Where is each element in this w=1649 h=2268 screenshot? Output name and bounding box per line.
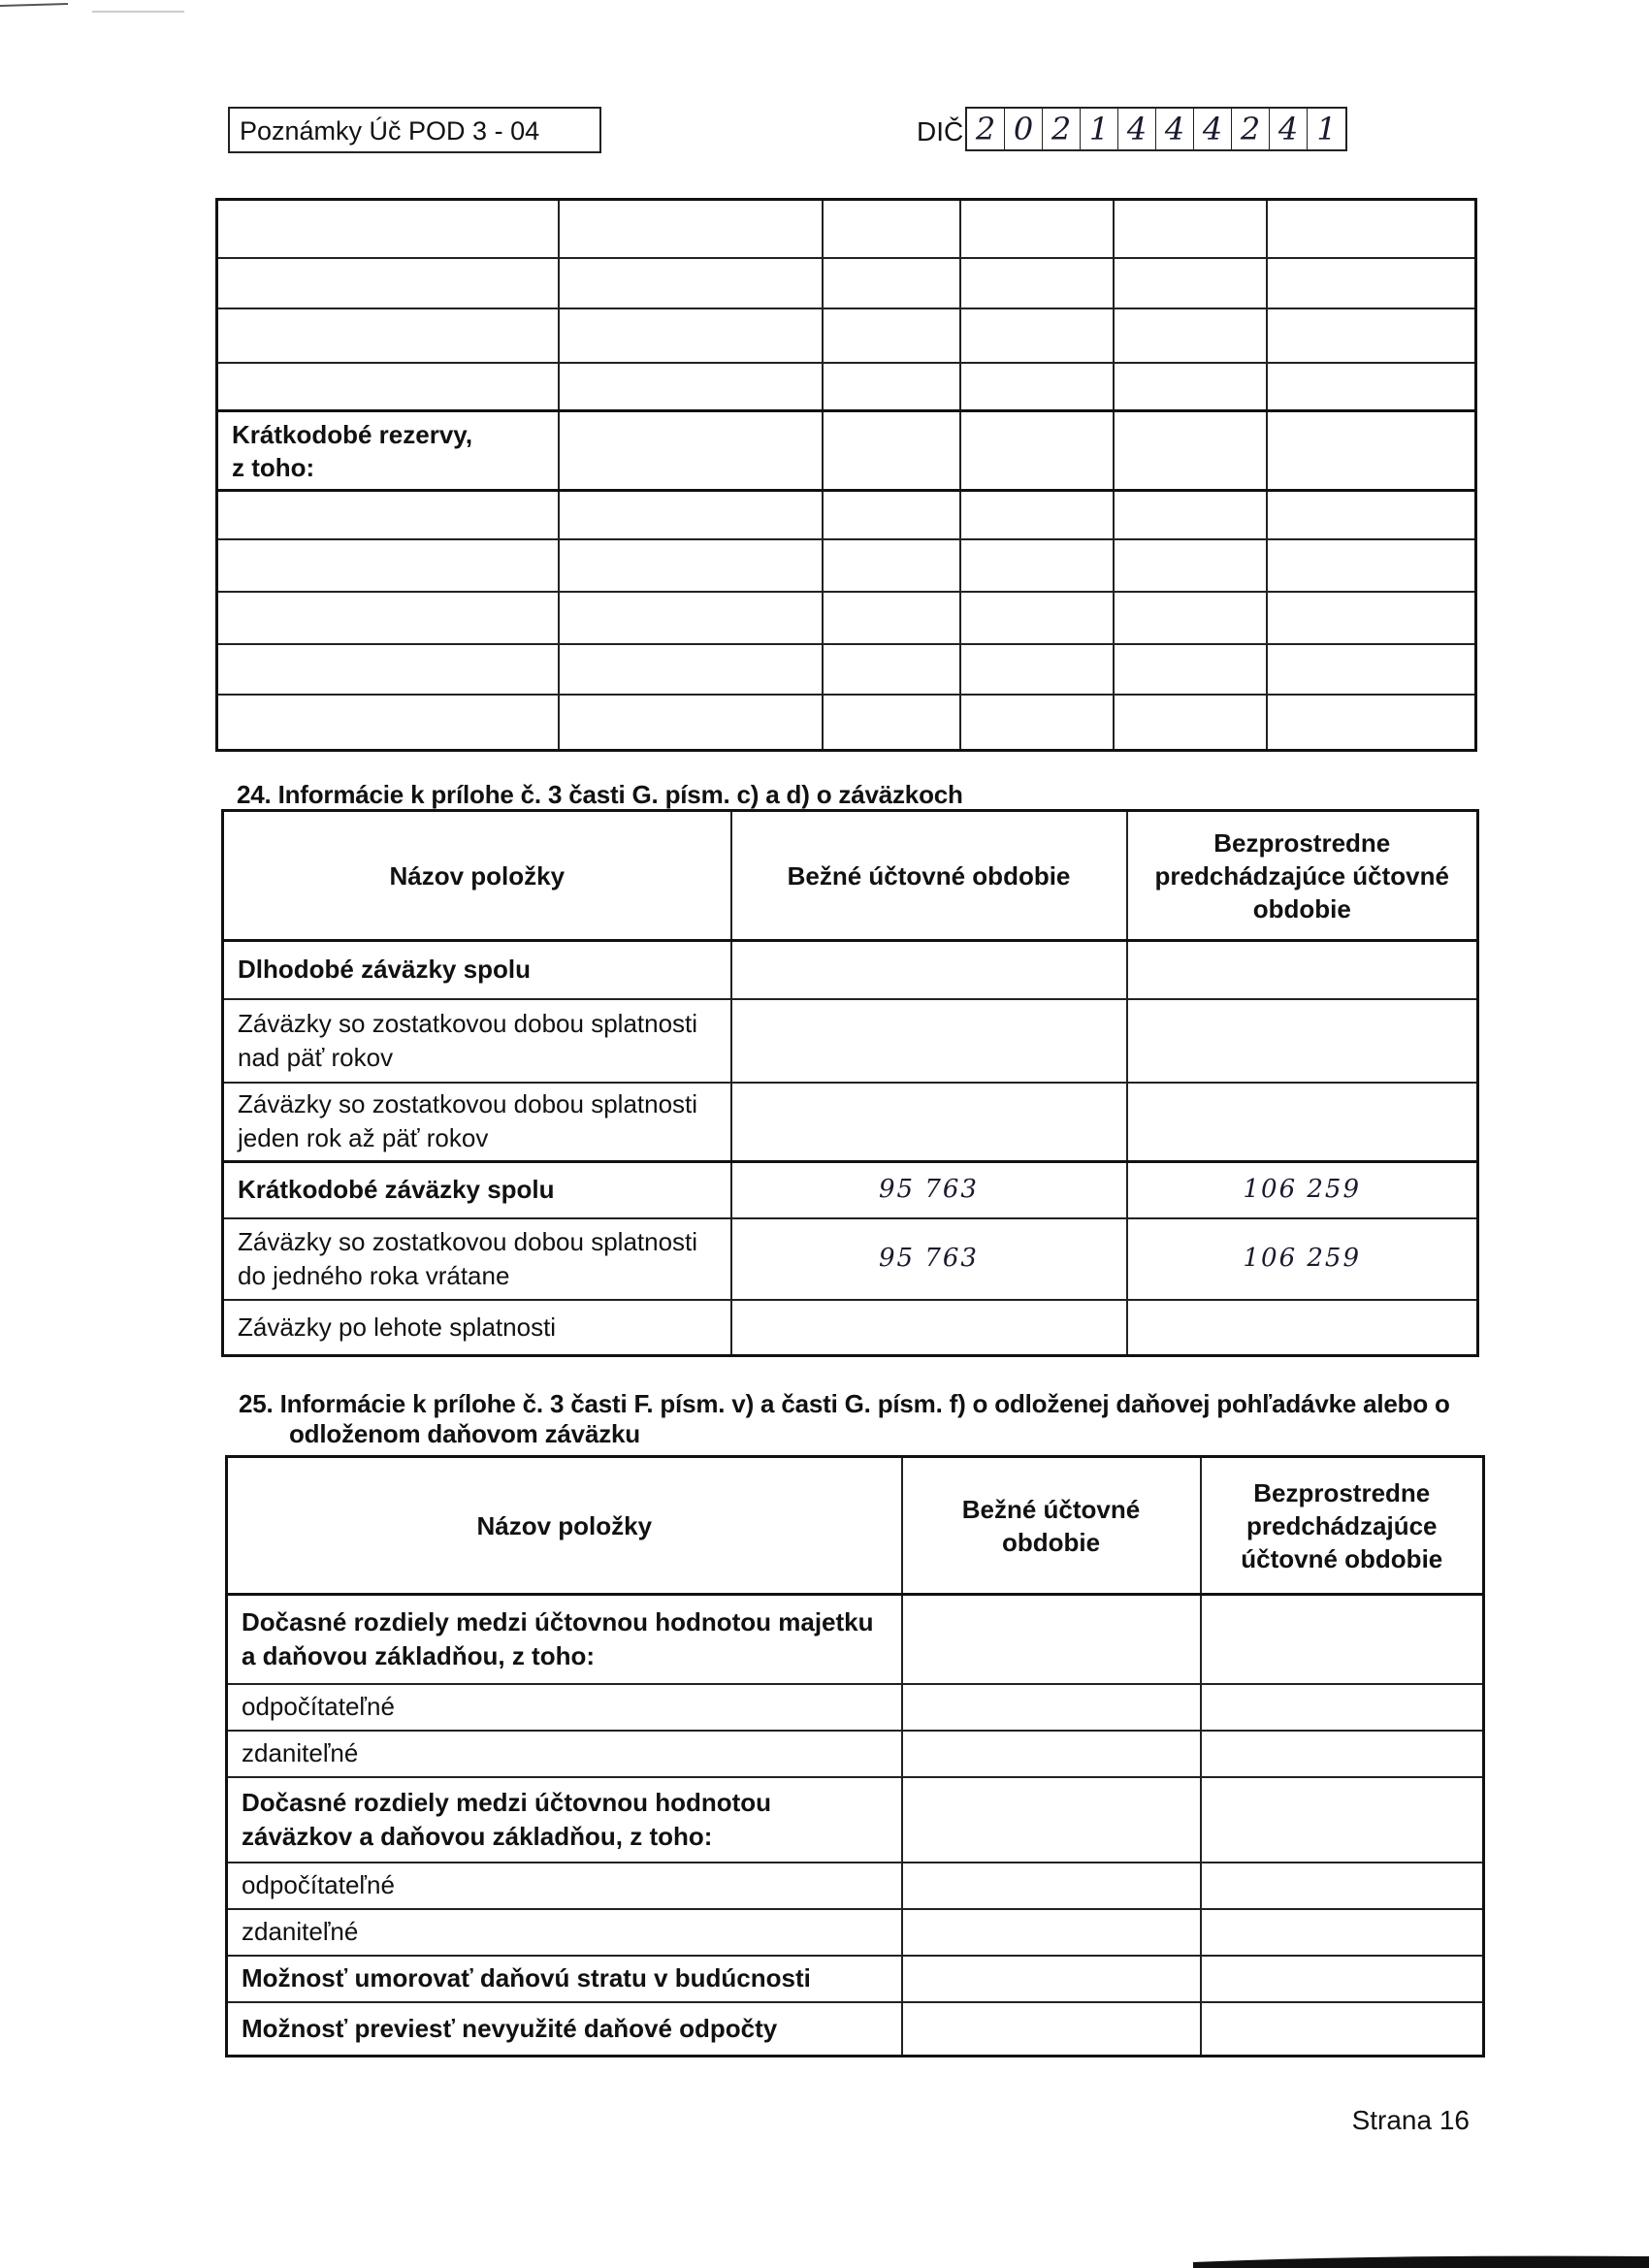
- previous-period-cell[interactable]: [1127, 941, 1478, 999]
- table-row: [217, 200, 1476, 258]
- table-row: [227, 1863, 1484, 1909]
- row-label: odpočítateľné: [227, 1684, 902, 1731]
- dic-label: DIČ: [917, 116, 964, 146]
- page-number: Strana 16: [1351, 2105, 1470, 2135]
- column-header: Bezprostredne predchádzajúce účtovné obdobie: [1127, 811, 1478, 941]
- section-25-heading-line2: odloženom daňovom záväzku: [289, 1419, 640, 1448]
- previous-period-cell[interactable]: [1127, 1083, 1478, 1162]
- current-period-cell[interactable]: [902, 1595, 1201, 1684]
- section-24-heading: 24. Informácie k prílohe č. 3 časti G. písm. c) a d) o záväzkoch: [237, 780, 963, 809]
- previous-period-cell[interactable]: [1201, 2002, 1484, 2057]
- previous-period-cell[interactable]: [1201, 1956, 1484, 2002]
- section-25-heading: [239, 1389, 1450, 1449]
- scan-artifact: [0, 0, 184, 14]
- table-row: [227, 1777, 1484, 1863]
- current-period-cell[interactable]: [902, 1684, 1201, 1731]
- current-period-cell[interactable]: [902, 1956, 1201, 2002]
- current-period-cell[interactable]: [731, 1083, 1127, 1162]
- column-header: Bežné účtovné obdobie: [902, 1457, 1201, 1595]
- row-label: Záväzky so zostatkovou dobou splatnosti do jedného roka vrátane: [223, 1218, 731, 1300]
- dic-digit: 0: [1005, 109, 1043, 149]
- table-row: [227, 1909, 1484, 1956]
- row-label: Dočasné rozdiely medzi účtovnou hodnotou záväzkov a daňovou základňou, z toho:: [227, 1777, 902, 1863]
- table-header-row: [223, 811, 1478, 941]
- table-row: [227, 1956, 1484, 2002]
- row-label: Záväzky so zostatkovou dobou splatnosti jeden rok až päť rokov: [223, 1083, 731, 1162]
- previous-period-cell[interactable]: [1201, 1909, 1484, 1956]
- column-header: Názov položky: [223, 811, 731, 941]
- previous-period-cell[interactable]: [1127, 999, 1478, 1083]
- dic-digit: 4: [1118, 109, 1156, 149]
- table-row: [217, 258, 1476, 308]
- current-period-cell[interactable]: [902, 2002, 1201, 2057]
- row-label: Krátkodobé záväzky spolu: [223, 1162, 731, 1218]
- deferred-tax-table: [225, 1455, 1485, 2057]
- table-row: [223, 1300, 1478, 1356]
- current-period-cell[interactable]: [902, 1909, 1201, 1956]
- row-label: zdaniteľné: [227, 1731, 902, 1777]
- dic-digit: 4: [1194, 109, 1232, 149]
- table-row: [217, 592, 1476, 644]
- dic-digit: 4: [1270, 109, 1308, 149]
- dic-digit: 4: [1156, 109, 1194, 149]
- table-header-row: [227, 1457, 1484, 1595]
- table-row: [217, 644, 1476, 695]
- table-row: [217, 308, 1476, 363]
- dic-digit: 1: [1081, 109, 1118, 149]
- current-period-cell[interactable]: [731, 1300, 1127, 1356]
- column-header: Bežné účtovné obdobie: [731, 811, 1127, 941]
- table-row: [227, 1731, 1484, 1777]
- reserves-label-line1: Krátkodobé rezervy,: [232, 419, 473, 449]
- dic-field: [965, 107, 1347, 151]
- table-row: [217, 491, 1476, 539]
- row-label: Možnosť previesť nevyužité daňové odpočty: [227, 2002, 902, 2057]
- row-label: Dočasné rozdiely medzi účtovnou hodnotou majetku a daňovou základňou, z toho:: [227, 1595, 902, 1684]
- table-row: [223, 941, 1478, 999]
- form-label: Poznámky Úč POD 3 - 04: [228, 107, 601, 153]
- table-row: [227, 2002, 1484, 2057]
- reserves-label: [217, 411, 559, 491]
- current-period-cell[interactable]: [731, 941, 1127, 999]
- table-row: [223, 1218, 1478, 1300]
- table-row: [223, 1083, 1478, 1162]
- current-period-cell[interactable]: 95 763: [731, 1162, 1127, 1218]
- table-row: [217, 695, 1476, 751]
- table-row: [223, 1162, 1478, 1218]
- row-label: Záväzky po lehote splatnosti: [223, 1300, 731, 1356]
- previous-period-cell[interactable]: [1201, 1595, 1484, 1684]
- liabilities-table: [221, 809, 1479, 1357]
- table-row: [223, 999, 1478, 1083]
- reserves-table: [215, 198, 1477, 752]
- previous-period-cell[interactable]: [1201, 1684, 1484, 1731]
- current-period-cell[interactable]: [731, 999, 1127, 1083]
- dic-digit: 2: [967, 109, 1005, 149]
- column-header: Bezprostredne predchádzajúce účtovné obdobie: [1201, 1457, 1484, 1595]
- dic-digit: 2: [1232, 109, 1270, 149]
- row-label: Možnosť umorovať daňovú stratu v budúcnosti: [227, 1956, 902, 2002]
- table-row: [217, 411, 1476, 491]
- table-row: [217, 539, 1476, 592]
- row-label: zdaniteľné: [227, 1909, 902, 1956]
- current-period-cell[interactable]: [902, 1731, 1201, 1777]
- column-header: Názov položky: [227, 1457, 902, 1595]
- table-row: [217, 363, 1476, 411]
- dic-digit: 1: [1316, 111, 1337, 147]
- current-period-cell[interactable]: [902, 1777, 1201, 1863]
- current-period-cell[interactable]: [902, 1863, 1201, 1909]
- previous-period-cell[interactable]: [1201, 1731, 1484, 1777]
- previous-period-cell[interactable]: [1127, 1300, 1478, 1356]
- table-row: [227, 1684, 1484, 1731]
- row-label: Dlhodobé záväzky spolu: [223, 941, 731, 999]
- row-label: odpočítateľné: [227, 1863, 902, 1909]
- current-period-cell[interactable]: 95 763: [731, 1218, 1127, 1300]
- previous-period-cell[interactable]: [1201, 1863, 1484, 1909]
- dic-digit: 2: [1043, 109, 1081, 149]
- section-25-heading-line1: 25. Informácie k prílohe č. 3 časti F. písm. v) a časti G. písm. f) o odloženej daňovej pohľadávke alebo o: [239, 1389, 1450, 1418]
- reserves-label-line2: z toho:: [232, 452, 315, 482]
- row-label: Záväzky so zostatkovou dobou splatnosti nad päť rokov: [223, 999, 731, 1083]
- previous-period-cell[interactable]: 106 259: [1127, 1162, 1478, 1218]
- previous-period-cell[interactable]: 106 259: [1127, 1218, 1478, 1300]
- previous-period-cell[interactable]: [1201, 1777, 1484, 1863]
- scan-artifact: [1193, 2249, 1649, 2268]
- table-row: [227, 1595, 1484, 1684]
